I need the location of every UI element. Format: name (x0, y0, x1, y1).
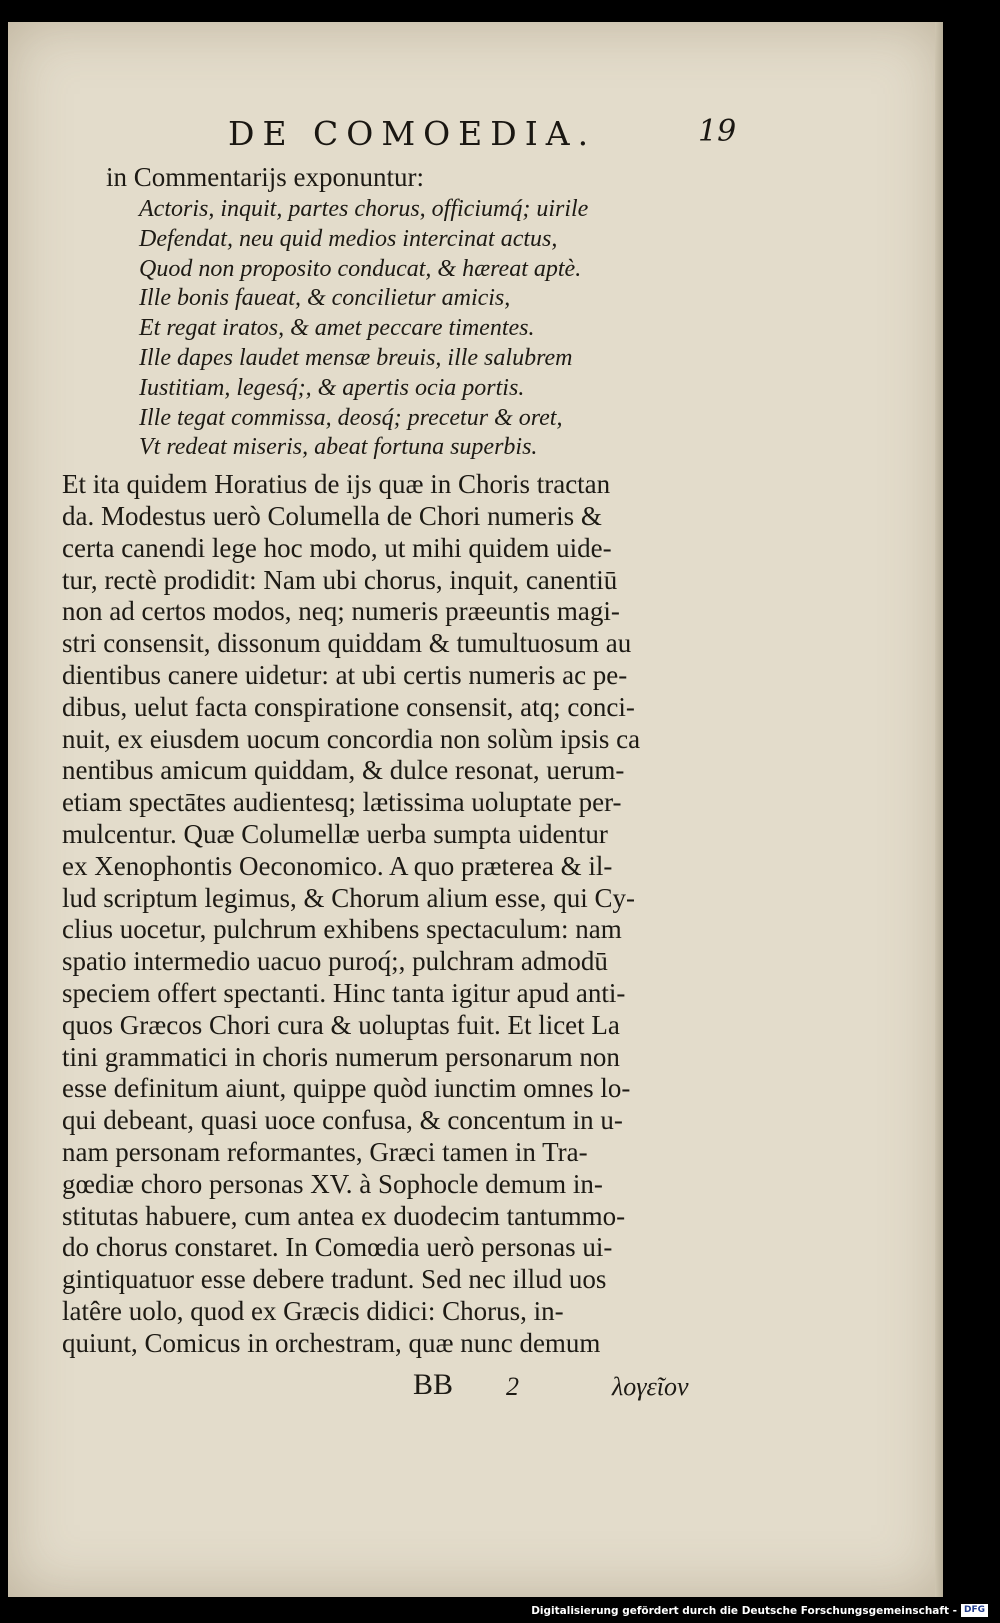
prose-line: da. Modestus uerò Columella de Chori numeris & (62, 500, 602, 531)
prose-line: mulcentur. Quæ Columellæ uerba sumpta uidentur (62, 818, 608, 849)
page-edge (935, 22, 943, 1597)
verse-line: Ille tegat commissa, deosq́; precetur & oret, (139, 404, 563, 431)
prose-line: stri consensit, dissonum quiddam & tumultuosum au (62, 628, 632, 659)
prose-line: dibus, uelut facta conspiratione consensit, atq; conci- (62, 691, 635, 722)
prose-line: do chorus constaret. In Comœdia uerò personas ui- (62, 1232, 613, 1263)
prose-line: ex Xenophontis Oeconomico. A quo præterea & il- (62, 850, 613, 881)
catchword: λογεῖον (612, 1372, 689, 1401)
prose-line: speciem offert spectanti. Hinc tanta igitur apud anti- (62, 977, 626, 1008)
prose-line: etiam spectātes audientesq; lætissima uoluptate per- (62, 787, 622, 818)
prose-line: spatio intermedio uacuo puroq́;, pulchram admodū (62, 946, 608, 977)
prose-line: dientibus canere uidetur: at ubi certis numeris ac pe- (62, 659, 628, 690)
funding-credit (531, 1604, 988, 1617)
funding-credit-text: Digitalisierung gefördert durch die Deutsche Forschungsgemeinschaft - (531, 1604, 957, 1617)
verse-line: Ille bonis faueat, & concilietur amicis, (139, 285, 511, 312)
prose-line: non ad certos modos, neq; numeris præeuntis magi- (62, 596, 620, 627)
book-page (8, 22, 943, 1597)
verse-line: Actoris, inquit, partes chorus, officiumq́; uirile (139, 196, 589, 222)
prose-line: quos Græcos Chori cura & uoluptas fuit. Et licet La (62, 1009, 620, 1040)
prose-line: lud scriptum legimus, & Chorum alium esse, qui Cy- (62, 882, 635, 913)
signature-mark: BB (413, 1368, 454, 1401)
prose-line: clius uocetur, pulchrum exhibens spectaculum: nam (62, 914, 622, 945)
signature-number: 2 (506, 1372, 519, 1401)
prose-line: nuit, ex eiusdem uocum concordia non solùm ipsis ca (62, 723, 641, 754)
intro-line: in Commentarijs exponuntur: (106, 162, 424, 192)
prose-line: esse definitum aiunt, quippe quòd iunctim omnes lo- (62, 1073, 631, 1104)
prose-line: tini grammatici in choris numerum personarum non (62, 1041, 620, 1072)
prose-line: nentibus amicum quiddam, & dulce resonat, uerum- (62, 755, 625, 786)
verse-line: Iustitiam, legesq́;, & apertis ocia portis. (139, 374, 525, 401)
verse-line: Defendat, neu quid medios intercinat actus, (139, 225, 558, 252)
verse-line: Ille dapes laudet mensæ breuis, ille salubrem (139, 344, 573, 371)
prose-line: quiunt, Comicus in orchestram, quæ nunc demum (62, 1327, 601, 1358)
verse-line: Quod non proposito conducat, & hæreat aptè. (139, 255, 582, 282)
prose-line: gintiquatuor esse debere tradunt. Sed nec illud uos (62, 1264, 607, 1295)
verse-line: Et regat iratos, & amet peccare timentes. (139, 315, 535, 342)
verse-quotation (62, 195, 737, 463)
prose-line: tur, rectè prodidit: Nam ubi chorus, inquit, canentiū (62, 564, 618, 595)
folio-number: 19 (698, 114, 737, 149)
prose-line: latêre uolo, quod ex Græcis didici: Chorus, in- (62, 1295, 564, 1326)
prose-block (62, 469, 737, 1359)
text-block (62, 162, 737, 1359)
verse-line: Vt redeat miseris, abeat fortuna superbis. (139, 434, 538, 461)
prose-line: nam personam reformantes, Græci tamen in Tra- (62, 1136, 588, 1167)
running-head: DE COMOEDIA. (228, 114, 597, 153)
prose-line: qui debeant, quasi uoce confusa, & concentum in u- (62, 1105, 623, 1136)
prose-line: Et ita quidem Horatius de ijs quæ in Choris tractan (62, 469, 611, 500)
dfg-logo: DFG (961, 1604, 988, 1617)
prose-line: stitutas habuere, cum antea ex duodecim tantummo- (62, 1200, 626, 1231)
prose-line: gœdiæ choro personas XV. à Sophocle demum in- (62, 1168, 603, 1199)
prose-line: certa canendi lege hoc modo, ut mihi quidem uide- (62, 532, 612, 563)
